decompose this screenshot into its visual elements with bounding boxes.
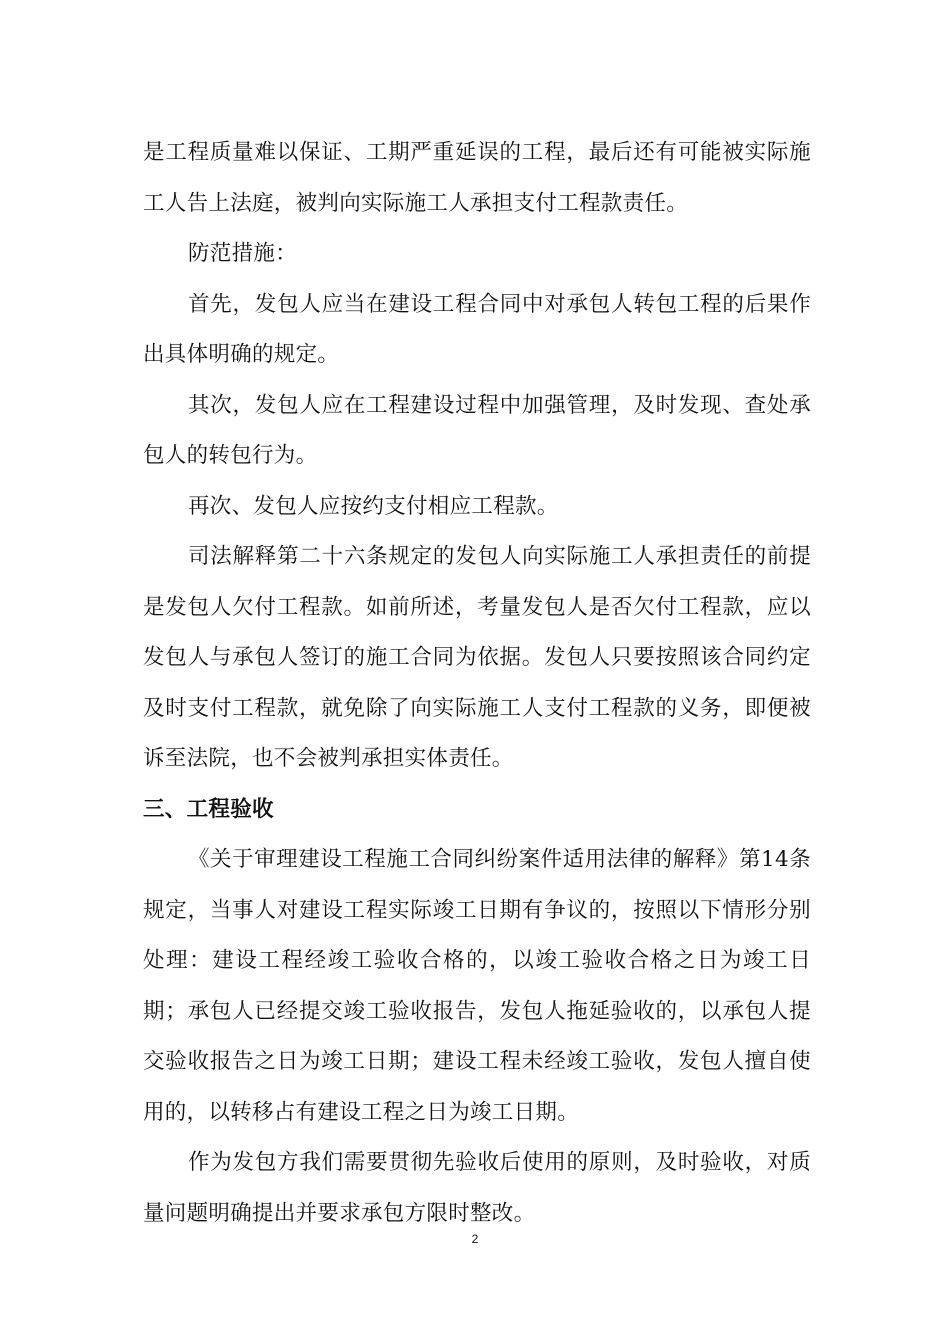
paragraph-prevention-measures-label: 防范措施： — [188, 241, 298, 266]
paragraph-article-14: 《关于审理建设工程施工合同纠纷案件适用法律的解释》第14条规定，当事人对建设工程实际竣工日期有争议的，按照以下情形分别处理：建设工程经竣工验收合格的，以竣工验收合格之日为竣工日期；承包人已经提交竣工验收报告，发包人拖延验收的，以承包人提交验收报告之日为竣工日期；建设工程未经竣工验收，发包人擅自使用的，以转移占有建设工程之日为竣工日期。 — [143, 847, 811, 1125]
paragraph-first-measure: 首先，发包人应当在建设工程合同中对承包人转包工程的后果作出具体明确的规定。 — [143, 291, 811, 367]
paragraph-continuation: 是工程质量难以保证、工期严重延误的工程，最后还有可能被实际施工人告上法庭，被判向实际施工人承担支付工程款责任。 — [143, 140, 811, 216]
page-number: 2 — [471, 1232, 479, 1246]
section-heading: 三、工程验收 — [143, 796, 274, 822]
paragraph-judicial-interpretation: 司法解释第二十六条规定的发包人向实际施工人承担责任的前提是发包人欠付工程款。如前所述，考量发包人是否欠付工程款，应以发包人与承包人签订的施工合同为依据。发包人只要按照该合同约定及时支付工程款，就免除了向实际施工人支付工程款的义务，即便被诉至法院，也不会被判承担实体责任。 — [143, 544, 811, 771]
paragraph-second-measure: 其次，发包人应在工程建设过程中加强管理，及时发现、查处承包人的转包行为。 — [143, 392, 811, 468]
paragraph-third-measure: 再次、发包人应按约支付相应工程款。 — [188, 493, 559, 519]
paragraph-acceptance-principle: 作为发包方我们需要贯彻先验收后使用的原则，及时验收，对质量问题明确提出并要求承包方限时整改。 — [143, 1150, 811, 1226]
page-content — [143, 128, 811, 1239]
